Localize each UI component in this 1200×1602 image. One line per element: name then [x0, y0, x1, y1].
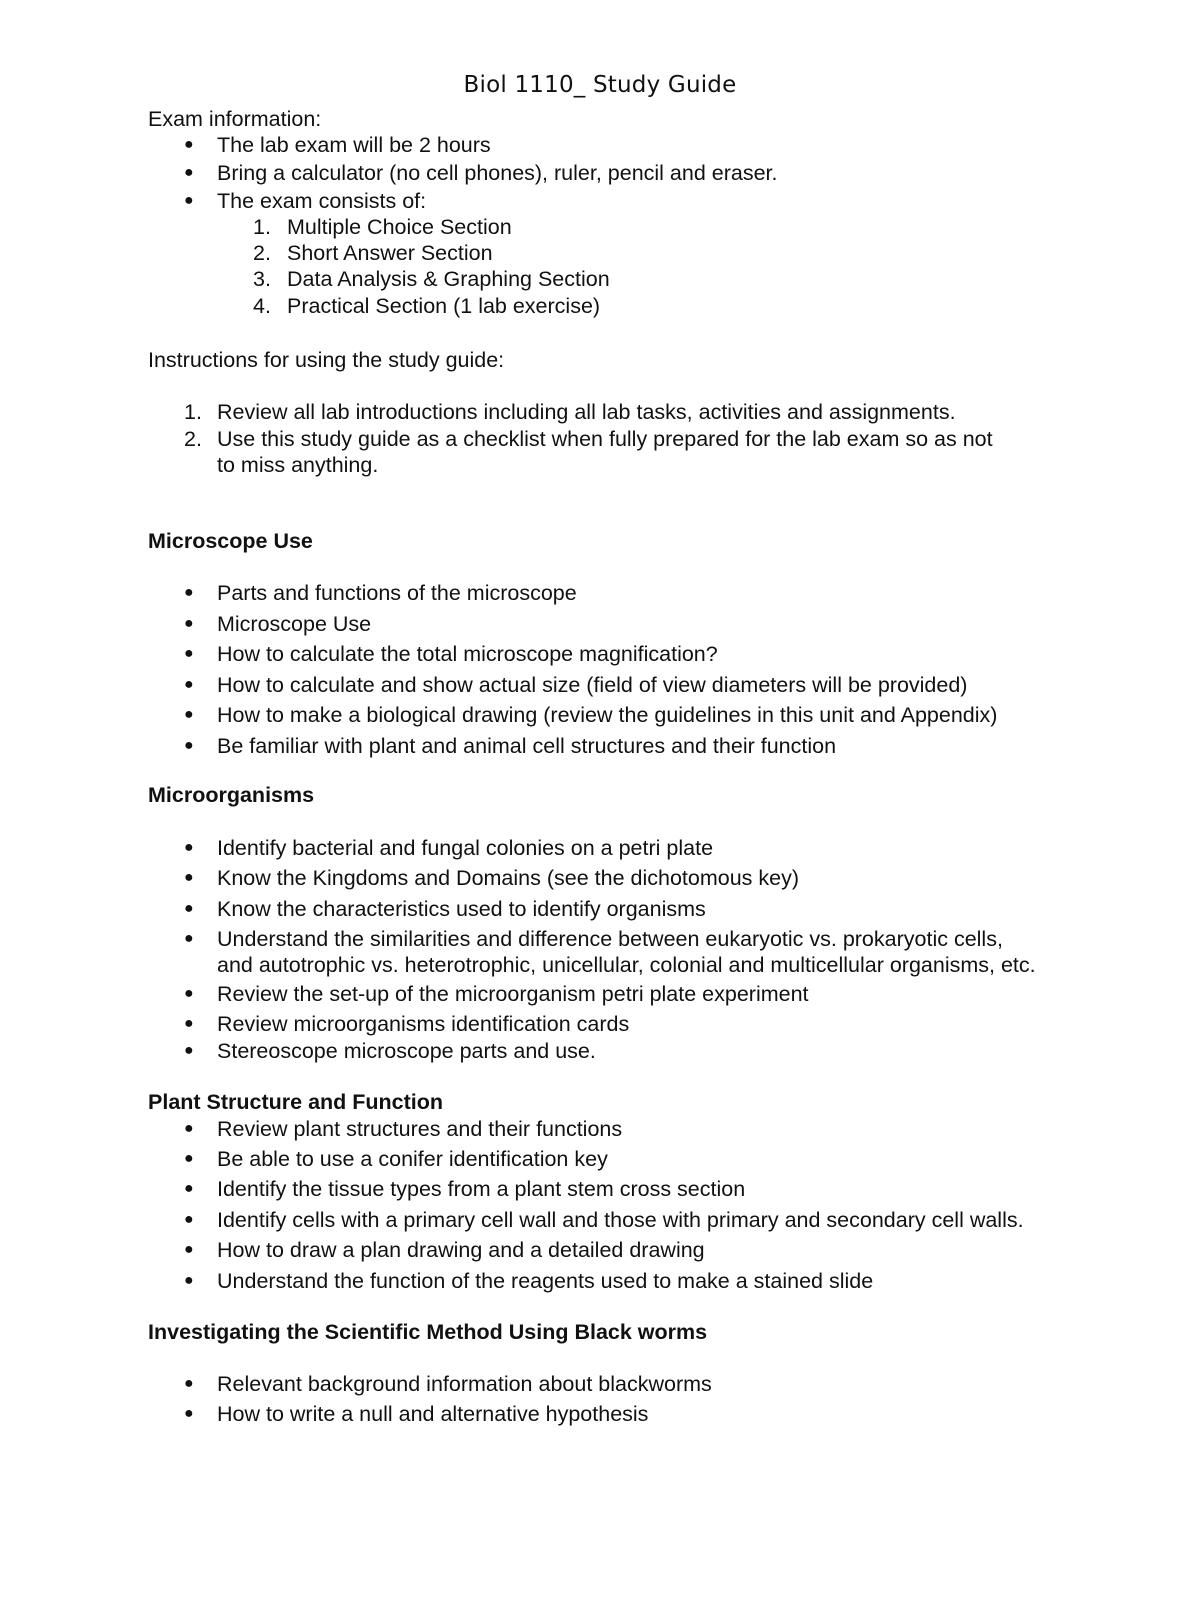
bullet-icon: ● [184, 1180, 194, 1197]
list-item: Practical Section (1 lab exercise) [287, 294, 601, 318]
list-item: Review plant structures and their functions [217, 1117, 623, 1141]
bullet-icon: ● [184, 1015, 194, 1032]
list-item: Relevant background information about blackworms [217, 1372, 712, 1396]
list-item: Know the characteristics used to identify organisms [217, 897, 706, 921]
list-item: Understand the similarities and difference between eukaryotic vs. prokaryotic cells, [217, 927, 1003, 951]
section-heading-microorganisms: Microorganisms [148, 783, 315, 807]
section-heading-blackworms: Investigating the Scientific Method Using Black worms [148, 1320, 708, 1344]
bullet-icon: ● [184, 1120, 194, 1137]
list-item: How to calculate the total microscope magnification? [217, 642, 718, 666]
list-item: Review all lab introductions including all lab tasks, activities and assignments. [217, 400, 956, 424]
bullet-icon: ● [184, 900, 194, 917]
bullet-icon: ● [184, 1150, 194, 1167]
exam-info-heading: Exam information: [148, 107, 322, 131]
bullet-icon: ● [184, 869, 194, 886]
list-item: The exam consists of: [217, 189, 427, 213]
list-item: Identify the tissue types from a plant stem cross section [217, 1177, 746, 1201]
list-item: How to make a biological drawing (review the guidelines in this unit and Appendix) [217, 703, 998, 727]
list-item: Know the Kingdoms and Domains (see the dichotomous key) [217, 866, 800, 890]
bullet-icon: ● [184, 706, 194, 723]
list-number: 1. [253, 215, 271, 239]
list-item: Be able to use a conifer identification key [217, 1147, 608, 1171]
bullet-icon: ● [184, 737, 194, 754]
bullet-icon: ● [184, 1042, 194, 1059]
bullet-icon: ● [184, 192, 194, 209]
list-number: 1. [184, 400, 202, 424]
list-item: The lab exam will be 2 hours [217, 133, 491, 157]
list-item: Short Answer Section [287, 241, 493, 265]
list-number: 2. [253, 241, 271, 265]
list-number: 4. [253, 294, 271, 318]
bullet-icon: ● [184, 164, 194, 181]
list-item: How to draw a plan drawing and a detailed drawing [217, 1238, 705, 1262]
list-item: Identify bacterial and fungal colonies on a petri plate [217, 836, 714, 860]
bullet-icon: ● [184, 136, 194, 153]
bullet-icon: ● [184, 1405, 194, 1422]
bullet-icon: ● [184, 839, 194, 856]
bullet-icon: ● [184, 1272, 194, 1289]
list-item: Review the set-up of the microorganism petri plate experiment [217, 982, 809, 1006]
list-item-continuation: to miss anything. [217, 453, 379, 477]
bullet-icon: ● [184, 584, 194, 601]
bullet-icon: ● [184, 676, 194, 693]
bullet-icon: ● [184, 1241, 194, 1258]
section-heading-plant: Plant Structure and Function [148, 1090, 444, 1114]
list-item: Data Analysis & Graphing Section [287, 267, 610, 291]
instructions-heading: Instructions for using the study guide: [148, 348, 505, 372]
list-number: 3. [253, 267, 271, 291]
page-title: Biol 1110_ Study Guide [463, 72, 737, 98]
list-item: How to write a null and alternative hypothesis [217, 1402, 649, 1426]
list-item: Stereoscope microscope parts and use. [217, 1039, 596, 1063]
list-item: Multiple Choice Section [287, 215, 512, 239]
section-heading-microscope: Microscope Use [148, 529, 313, 553]
list-item-continuation: and autotrophic vs. heterotrophic, unicellular, colonial and multicellular organisms, etc. [217, 953, 1036, 977]
list-item: How to calculate and show actual size (field of view diameters will be provided) [217, 673, 968, 697]
list-item: Bring a calculator (no cell phones), ruler, pencil and eraser. [217, 161, 778, 185]
list-item: Identify cells with a primary cell wall and those with primary and secondary cell walls. [217, 1208, 1024, 1232]
list-item: Parts and functions of the microscope [217, 581, 577, 605]
list-number: 2. [184, 427, 202, 451]
bullet-icon: ● [184, 645, 194, 662]
list-item: Use this study guide as a checklist when fully prepared for the lab exam so as not [217, 427, 993, 451]
bullet-icon: ● [184, 985, 194, 1002]
bullet-icon: ● [184, 930, 194, 947]
bullet-icon: ● [184, 615, 194, 632]
list-item: Understand the function of the reagents used to make a stained slide [217, 1269, 874, 1293]
bullet-icon: ● [184, 1211, 194, 1228]
bullet-icon: ● [184, 1375, 194, 1392]
list-item: Be familiar with plant and animal cell structures and their function [217, 734, 837, 758]
list-item: Review microorganisms identification cards [217, 1012, 630, 1036]
list-item: Microscope Use [217, 612, 372, 636]
